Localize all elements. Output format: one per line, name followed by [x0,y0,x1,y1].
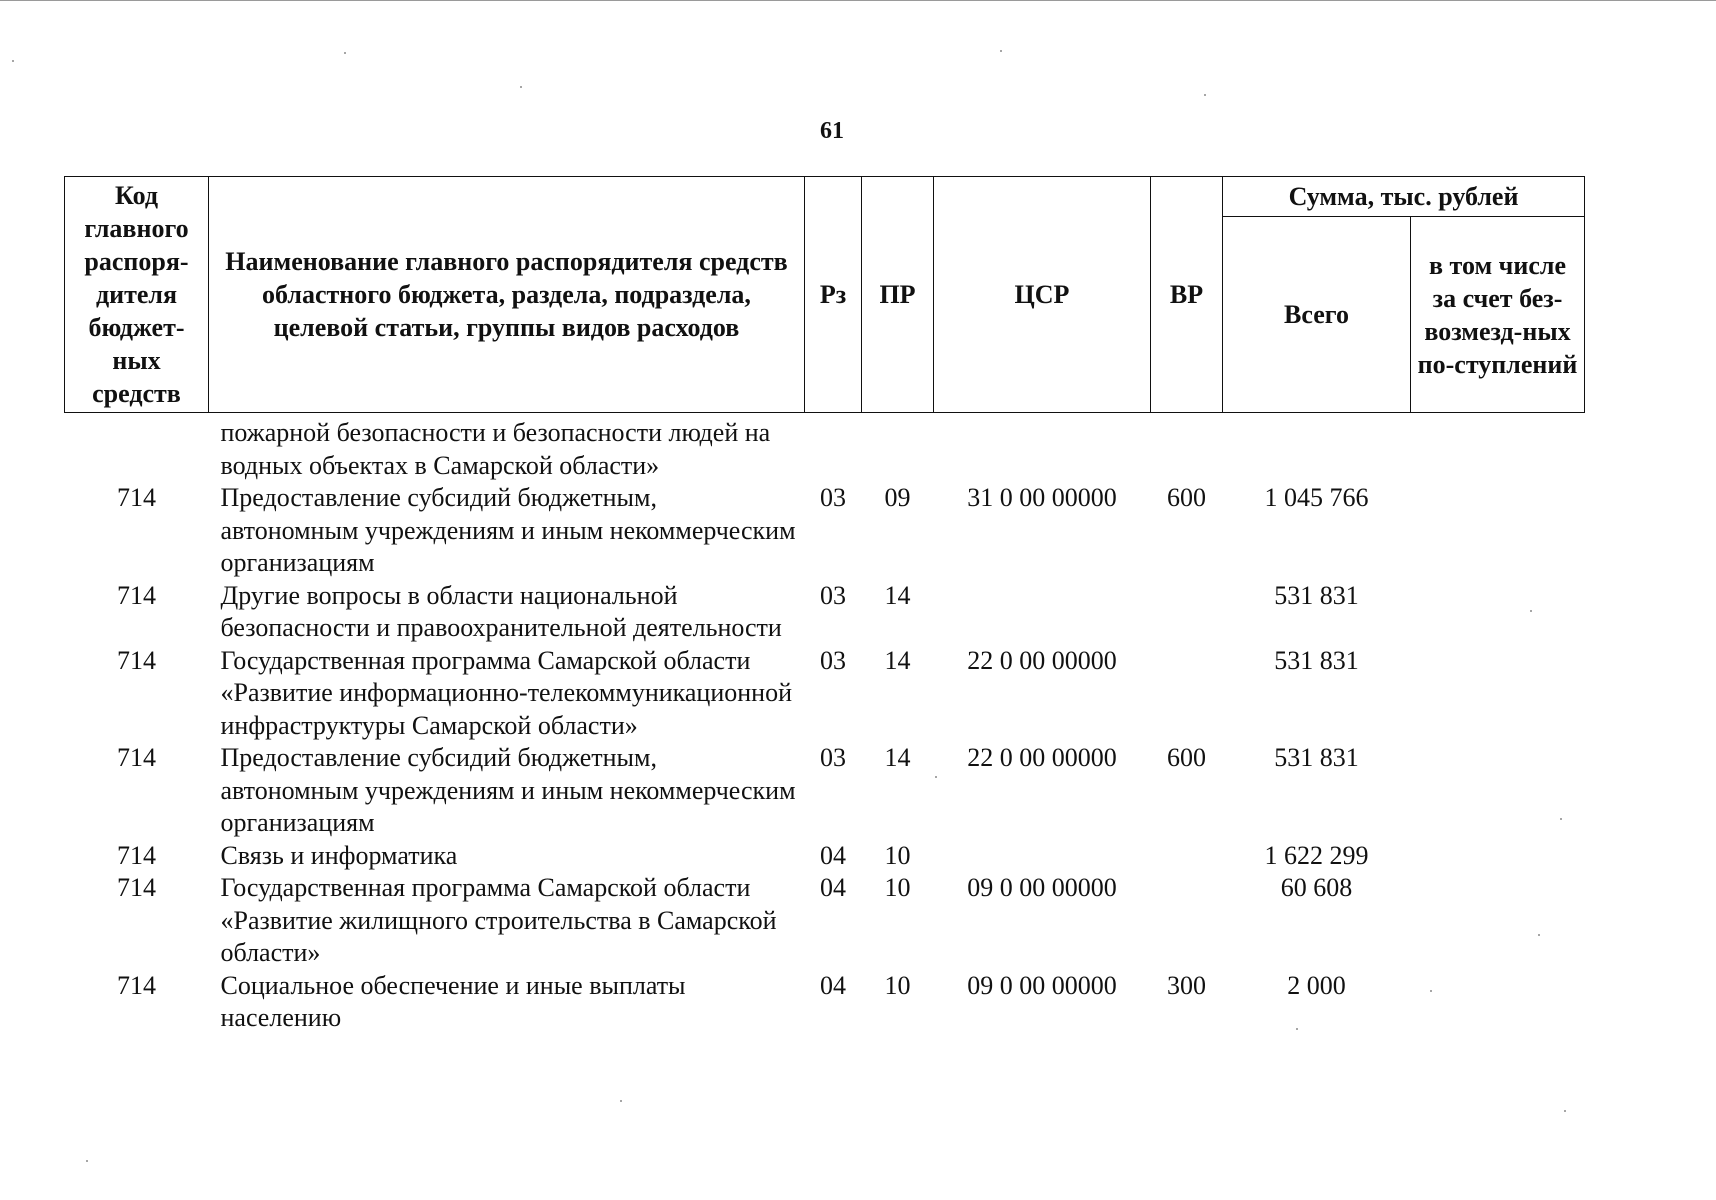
cell-total: 531 831 [1274,580,1359,610]
cell-gratuitous [1411,970,1585,1035]
cell-vr: 300 [1167,970,1206,1000]
cell-name: Социальное обеспечение и иные выплаты населению [220,970,686,1032]
header-vr: ВР [1151,177,1223,413]
scan-speckle [935,776,937,778]
table-row [65,970,1585,1035]
cell-gratuitous [1411,840,1585,873]
table-header [65,177,1585,413]
cell-rz [805,413,862,483]
cell-pr [862,413,934,483]
budget-table [64,176,1585,1035]
scan-speckle [86,1160,88,1162]
header-pr: ПР [862,177,934,413]
cell-name: Другие вопросы в области национальной безопасности и правоохранительной деятельности [220,580,782,642]
cell-total: 531 831 [1274,743,1359,772]
cell-vr [1151,840,1223,873]
scan-speckle [1296,1028,1298,1030]
cell-code: 714 [117,840,156,870]
table-row [65,645,1585,743]
cell-code: 714 [117,580,156,610]
scan-speckle [1560,818,1562,820]
cell-gratuitous [1411,580,1585,645]
cell-name: Государственная программа Самарской области «Развитие информационно-телекоммуникационной инфраструктуры Самарской области» [220,645,793,740]
cell-vr: 600 [1167,483,1206,512]
cell-name: пожарной безопасности и безопасности людей на водных объектах в Самарской области» [220,418,771,480]
cell-gratuitous [1411,872,1585,970]
cell-pr: 14 [884,580,911,610]
scan-speckle [344,52,346,54]
cell-vr [1151,580,1223,645]
header-code: Код главного распоря-дителя бюджет-ных средств [65,177,209,413]
cell-rz: 03 [820,483,846,512]
scan-top-edge [0,0,1716,1]
cell-vr [1151,872,1223,970]
table-row [65,742,1585,840]
scan-speckle [12,60,14,62]
cell-name: Связь и информатика [220,840,458,870]
cell-code [65,413,209,483]
cell-pr: 14 [884,743,911,772]
cell-csr [934,580,1151,645]
cell-csr: 09 0 00 00000 [967,873,1117,902]
cell-pr: 09 [884,483,911,512]
table-row [65,413,1585,483]
header-rz: Рз [805,177,862,413]
cell-code: 714 [117,743,156,772]
cell-gratuitous [1411,742,1585,840]
cell-code: 714 [117,483,156,512]
cell-rz: 03 [820,645,846,675]
cell-total: 1 622 299 [1264,840,1369,870]
cell-pr: 10 [884,840,911,870]
scan-speckle [1204,94,1206,96]
cell-csr: 09 0 00 00000 [967,970,1117,1000]
table-row [65,840,1585,873]
cell-total: 531 831 [1274,645,1359,675]
scan-speckle [1530,610,1532,612]
cell-name: Предоставление субсидий бюджетным, автономным учреждениям и иным некоммерческим организациям [220,483,796,577]
cell-total: 2 000 [1287,970,1346,1000]
cell-csr: 22 0 00 00000 [967,645,1117,675]
cell-name: Государственная программа Самарской области «Развитие жилищного строительства в Самарской области» [220,873,777,967]
table-body [65,413,1585,1035]
cell-total: 60 608 [1280,873,1353,902]
cell-vr [1151,413,1223,483]
cell-gratuitous [1411,413,1585,483]
table-row [65,482,1585,580]
scan-speckle [1000,50,1002,52]
header-gratuitous: в том числе за счет без-возмезд-ных по-ступлений [1411,217,1585,413]
cell-total [1223,413,1411,483]
cell-csr: 31 0 00 00000 [967,483,1117,512]
cell-code: 714 [117,645,156,675]
cell-gratuitous [1411,482,1585,580]
scan-speckle [1538,934,1540,936]
cell-code: 714 [117,970,156,1000]
scan-speckle [520,86,522,88]
cell-rz: 04 [820,840,846,870]
cell-pr: 10 [884,970,911,1000]
cell-gratuitous [1411,645,1585,743]
header-name: Наименование главного распорядителя средств областного бюджета, раздела, подраздела, целевой статьи, группы видов расходов [209,177,805,413]
scan-speckle [1430,990,1432,992]
cell-vr: 600 [1167,743,1206,772]
scan-speckle [620,1100,622,1102]
header-sum-group: Сумма, тыс. рублей [1223,177,1585,217]
table-row [65,872,1585,970]
header-total: Всего [1223,217,1411,413]
page-number: 61 [820,118,844,144]
cell-rz: 03 [820,743,846,772]
cell-csr: 22 0 00 00000 [967,743,1117,772]
cell-vr [1151,645,1223,743]
cell-rz: 03 [820,580,846,610]
cell-name: Предоставление субсидий бюджетным, автономным учреждениям и иным некоммерческим организациям [220,743,796,837]
scan-speckle [1564,1110,1566,1112]
header-csr: ЦСР [934,177,1151,413]
cell-rz: 04 [820,873,846,902]
cell-code: 714 [117,873,156,902]
cell-total: 1 045 766 [1264,483,1369,512]
cell-csr [934,413,1151,483]
cell-rz: 04 [820,970,846,1000]
cell-pr: 14 [884,645,911,675]
cell-pr: 10 [884,873,911,902]
cell-csr [934,840,1151,873]
table-row [65,580,1585,645]
